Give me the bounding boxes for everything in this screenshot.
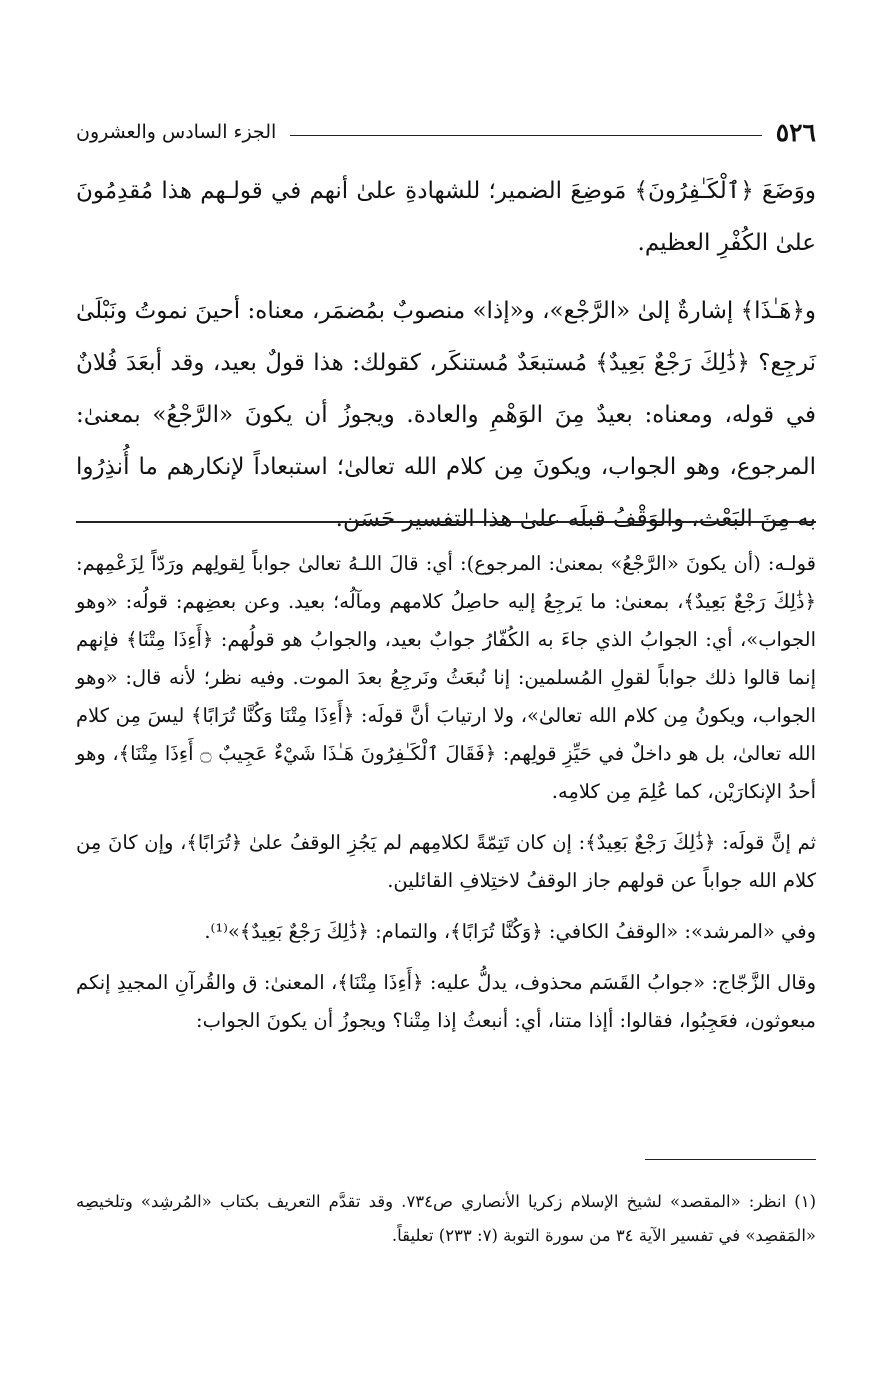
header-rule <box>290 135 761 136</box>
commentary-paragraph: وفي «المرشد»: «الوقفُ الكافي: ﴿وَكُنَّا تُرَابًا﴾، والتمام: ﴿ذَٰلِكَ رَجْعٌ بَعِيدٌ﴾»⁽¹⁾. <box>204 920 816 943</box>
main-paragraph: ووَضَعَ ﴿ٱلْكَـٰفِرُونَ﴾ مَوضِعَ الضمير؛ للشهادةِ علىٰ أنهم في قولـهم هذا مُقدِمُونَ علىٰ الكُفْرِ العظيم. <box>76 178 816 256</box>
commentary-paragraph: وقال الزَّجّاج: «جوابُ القَسَم محذوف، يدلُّ عليه: ﴿أَءِذَا مِتْنَا﴾، المعنىٰ: ق والقُرآنِ المجيدِ إنكم مبعوثون، فعَجِبُوا، فقالوا: أإذا متنا، أي: أنبعثُ إذا مِتْنا؟ ويجوزُ أن يكونَ الجواب: <box>76 971 816 1032</box>
commentary-paragraph: ثم إنَّ قولَه: ﴿ذَٰلِكَ رَجْعٌ بَعِيدٌ﴾: إن كان تَتِمّةً لكلامِهم لم يَجُزِ الوقفُ علىٰ ﴿تُرَابًا﴾، وإن كانَ مِن كلام الله جواباً عن قولهم جاز الوقفُ لاختِلافِ القائلين. <box>76 831 816 892</box>
part-title: الجزء السادس والعشرون <box>76 120 277 143</box>
section-divider <box>76 521 816 523</box>
main-text <box>76 165 816 545</box>
footnotes <box>76 1185 816 1253</box>
commentary-paragraph: قولـه: (أن يكونَ «الرَّجْعُ» بمعنىٰ: المرجوع): أي: قالَ اللـهُ تعالىٰ جواباً لِقولِهم ورَدّاً لِزَعْمِهم: ﴿ذَٰلِكَ رَجْعٌ بَعِيدٌ﴾، بمعنىٰ: ما يَرجِعُ إليه حاصِلُ كلامهم ومآلُه؛ بعيد. وعن بعضِهم: قولُه: «وهو الجواب»، أي: الجوابُ الذي جاءَ به الكُفّارُ جوابٌ بعيد، والجوابُ هو قولُهم: ﴿أَءِذَا مِتْنَا﴾ فإنهم إنما قالوا ذلك جواباً لقولِ المُسلمين: إنا نُبعَثُ ونَرجِعُ بعدَ الموت. وفيه نظر؛ لأنه قال: «وهو الجواب، ويكونُ مِن كلام الله تعالىٰ»، ولا ارتيابَ أنَّ قولَه: ﴿أَءِذَا مِتْنَا وَكُنَّا تُرَابًا﴾ ليسَ مِن كلام الله تعالىٰ، بل هو داخلٌ في حَيِّزِ قولِهم: ﴿فَقَالَ ٱلْكَـٰفِرُونَ هَـٰذَا شَيْءٌ عَجِيبٌ ۝ أَءِذَا مِتْنَا﴾، وهو أحدُ الإنكارَيْن، كما عُلِمَ مِن كلامِه. <box>76 552 816 803</box>
main-paragraph: و﴿هَـٰذَا﴾ إشارةٌ إلىٰ «الرَّجْع»، و«إذا» منصوبٌ بمُضمَر، معناه: أحينَ نموتُ ونَبْلَىٰ نَرجِع؟ ﴿ذَٰلِكَ رَجْعٌ بَعِيدٌ﴾ مُستبعَدٌ مُستنكَر، كقولك: هذا قولٌ بعيد، وقد أبعَدَ فُلانٌ في قوله، ومعناه: بعيدٌ مِنَ الوَهْمِ والعادة. ويجوزُ أن يكونَ «الرَّجْعُ» بمعنىٰ: المرجوع، وهو الجواب، ويكونَ مِن كلام الله تعالىٰ؛ استبعاداً لإنكارهم ما أُنذِرُوا به مِنَ البَعْث، والوَقْفُ قبلَه علىٰ هذا التفسير حَسَن. <box>76 298 816 532</box>
commentary <box>76 545 816 1053</box>
running-head <box>76 112 816 152</box>
page-number: ٥٢٦ <box>775 117 816 147</box>
footnote-item: (١) انظر: «المقصد» لشيخ الإسلام زكريا الأنصاري ص٧٣٤. وقد تقدَّم التعريف بكتاب «المُرشِد» وتلخيصِه «المَقصِد» في تفسير الآية ٣٤ من سورة التوبة (٧: ٢٣٣) تعليقاً. <box>76 1192 816 1245</box>
footnote-divider <box>645 1159 816 1160</box>
